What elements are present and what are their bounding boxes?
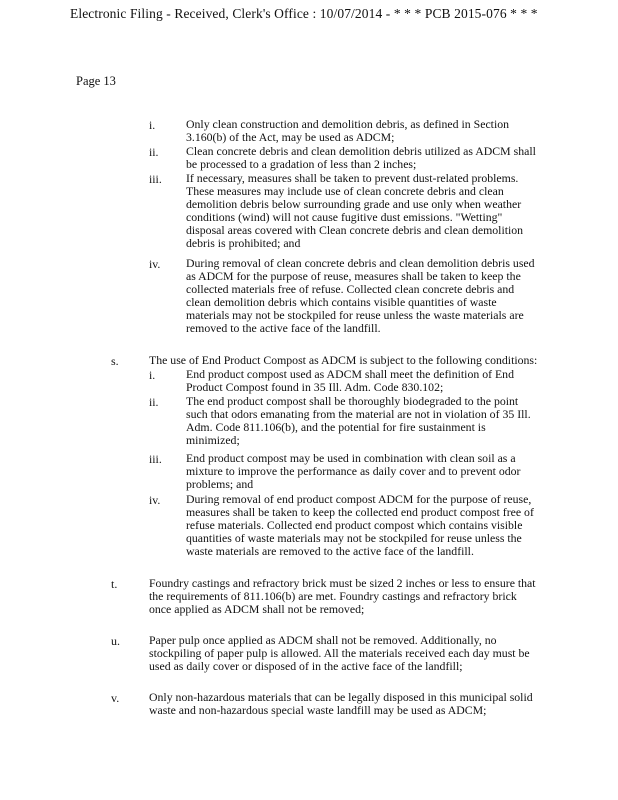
list-item-number: iv. xyxy=(149,257,161,271)
list-item-number: ii. xyxy=(149,145,159,159)
item-text: Only non-hazardous materials that can be legally disposed in this municipal solid waste and non-hazardous special waste landfill may be used as ADCM; xyxy=(149,690,533,717)
filing-header: Electronic Filing - Received, Clerk's Office : 10/07/2014 - * * * PCB 2015-076 * * * xyxy=(70,6,538,21)
list-item-text: The end product compost shall be thoroughly biodegraded to the point such that odors emanating from the material are not in violation of 35 Ill. Adm. Code 811.106(b), and the potential for fire sustainment is minimized; xyxy=(186,394,531,447)
list-item-text: During removal of clean concrete debris and clean demolition debris used as ADCM for the purpose of reuse, measures shall be taken to keep the collected materials free of refuse. Collected clean concrete debris and clean demolition debris which contains visible quantities of waste materials may not be stockpiled for reuse unless the waste materials are removed to the active face of the landfill. xyxy=(186,256,535,335)
list-item-text: If necessary, measures shall be taken to prevent dust-related problems. These measures may include use of clean concrete debris and clean demolition debris below surrounding grade and use only when weather conditions (wind) will not cause fugitive dust emissions. "Wetting" disposal areas covered with Clean concrete debris and clean demolition debris is prohibited; and xyxy=(186,171,524,250)
page-number: Page 13 xyxy=(76,74,116,88)
list-item-number: iii. xyxy=(149,452,162,466)
item-letter: t. xyxy=(111,577,118,591)
list-item-number: ii. xyxy=(149,395,159,409)
item-text: Foundry castings and refractory brick must be sized 2 inches or less to ensure that the requirements of 811.106(b) are met. Foundry castings and refractory brick once applied as ADCM shall not be removed; xyxy=(149,576,536,616)
list-item-text: End product compost used as ADCM shall meet the definition of End Product Compost found in 35 Ill. Adm. Code 830.102; xyxy=(186,367,514,394)
list-item-number: iv. xyxy=(149,493,161,507)
list-item-text: Only clean construction and demolition debris, as defined in Section 3.160(b) of the Act, may be used as ADCM; xyxy=(186,117,510,144)
list-item-text: End product compost may be used in combination with clean soil as a mixture to improve the performance as daily cover and to prevent odor problems; and xyxy=(186,451,521,491)
list-item-text: During removal of end product compost ADCM for the purpose of reuse, measures shall be taken to keep the collected end product compost free of refuse materials. Collected end product compost which contains visible quantities of waste materials may not be stockpiled for reuse unless the waste materials are removed to the active face of the landfill. xyxy=(186,492,534,558)
item-letter: s. xyxy=(111,354,119,368)
list-item-text: Clean concrete debris and clean demolition debris utilized as ADCM shall be processed to a gradation of less than 2 inches; xyxy=(186,144,536,171)
item-text: Paper pulp once applied as ADCM shall not be removed. Additionally, no stockpiling of paper pulp is allowed. All the materials received each day must be used as daily cover or disposed of in the active face of the landfill; xyxy=(149,633,530,673)
item-letter: u. xyxy=(111,634,120,648)
item-letter: v. xyxy=(111,691,120,705)
list-item-number: i. xyxy=(149,368,156,382)
list-item-number: iii. xyxy=(149,172,162,186)
item-text: The use of End Product Compost as ADCM is subject to the following conditions: xyxy=(149,353,538,367)
list-item-number: i. xyxy=(149,118,156,132)
